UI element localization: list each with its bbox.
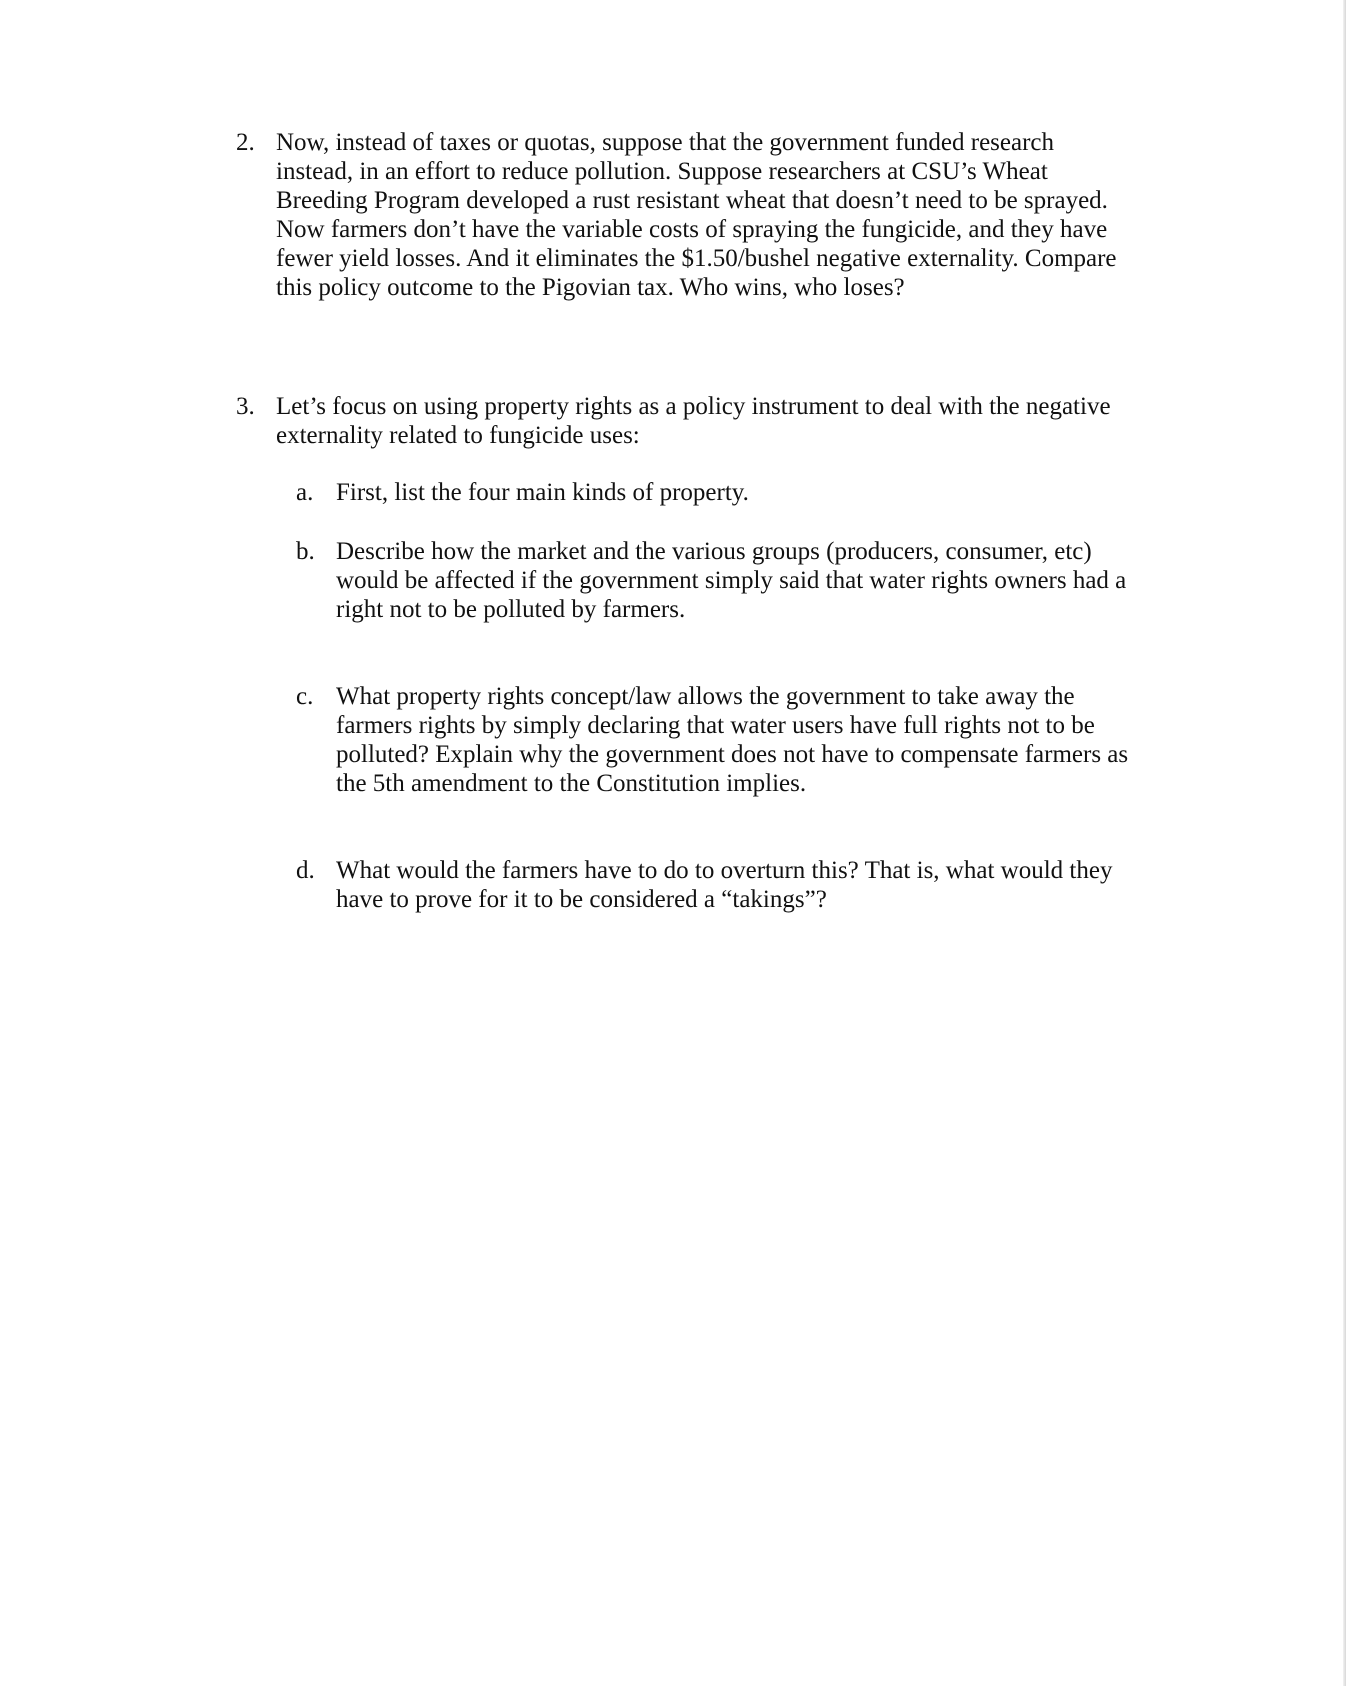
question-3	[236, 392, 1136, 450]
subpart-a	[296, 478, 1156, 507]
text-line: this policy outcome to the Pigovian tax. Who wins, who loses?	[276, 274, 905, 301]
question-number: 3.	[236, 393, 255, 420]
text-line: would be affected if the government simply said that water rights owners had a	[336, 567, 1127, 594]
question-text	[276, 128, 1136, 302]
subpart-text	[336, 537, 1156, 624]
text-line: polluted? Explain why the government does not have to compensate farmers as	[336, 741, 1129, 768]
text-line: What property rights concept/law allows the government to take away the	[336, 683, 1075, 710]
text-line: Now farmers don’t have the variable costs of spraying the fungicide, and they have	[276, 216, 1108, 243]
subpart-text	[336, 682, 1156, 798]
subpart-text	[336, 478, 1156, 507]
text-line: What would the farmers have to do to overturn this? That is, what would they	[336, 857, 1113, 884]
text-line: the 5th amendment to the Constitution implies.	[336, 770, 807, 797]
subpart-b	[296, 537, 1156, 624]
text-line: Describe how the market and the various groups (producers, consumer, etc)	[336, 538, 1092, 565]
text-line: Let’s focus on using property rights as a policy instrument to deal with the negative	[276, 393, 1111, 420]
text-line: right not to be polluted by farmers.	[336, 596, 686, 623]
subpart-c	[296, 682, 1156, 798]
text-line: fewer yield losses. And it eliminates the $1.50/bushel negative externality. Compare	[276, 245, 1117, 272]
text-line: Now, instead of taxes or quotas, suppose that the government funded research	[276, 129, 1055, 156]
text-line: instead, in an effort to reduce pollution. Suppose researchers at CSU’s Wheat	[276, 158, 1048, 185]
subpart-letter: a.	[296, 479, 314, 506]
subpart-text	[336, 856, 1156, 914]
subpart-letter: b.	[296, 538, 315, 565]
question-2	[236, 128, 1136, 302]
subpart-d	[296, 856, 1156, 914]
subpart-letter: d.	[296, 857, 315, 884]
subpart-letter: c.	[296, 683, 314, 710]
text-line: have to prove for it to be considered a “takings”?	[336, 886, 827, 913]
text-line: farmers rights by simply declaring that water users have full rights not to be	[336, 712, 1095, 739]
question-text	[276, 392, 1136, 450]
question-number: 2.	[236, 129, 255, 156]
text-line: Breeding Program developed a rust resistant wheat that doesn’t need to be sprayed.	[276, 187, 1108, 214]
text-line: externality related to fungicide uses:	[276, 422, 640, 449]
text-line: First, list the four main kinds of property.	[336, 479, 749, 506]
